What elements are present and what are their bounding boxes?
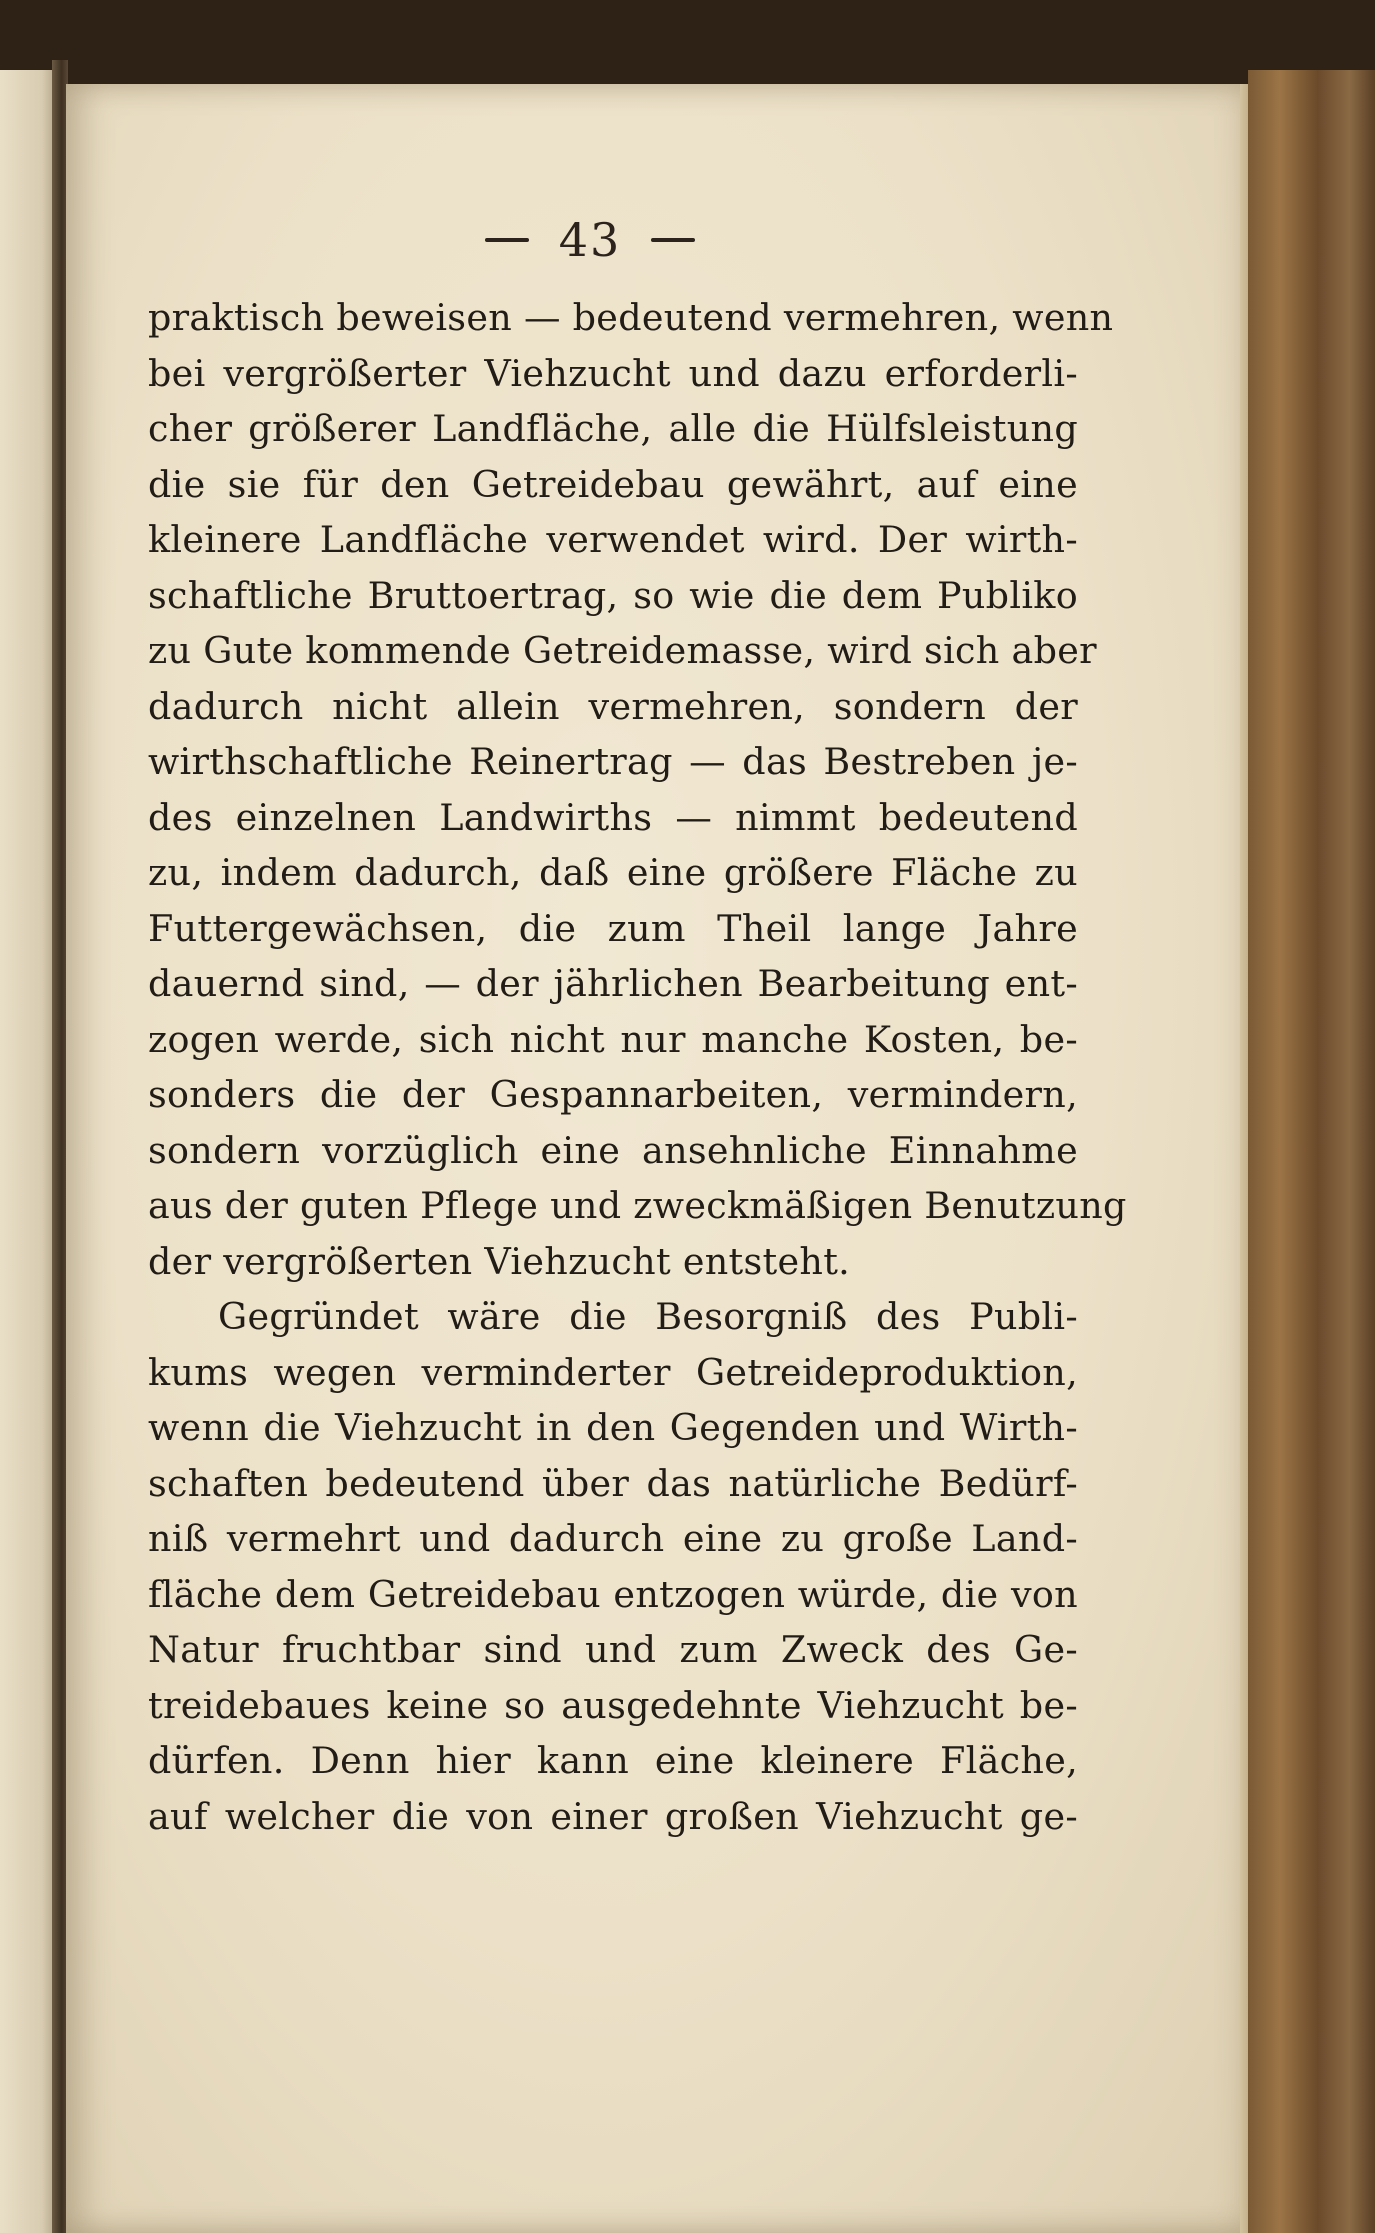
text-line: sonders die der Gespannarbeiten, vermindern, [148,1073,1078,1116]
header-dash-left [485,238,529,242]
text-line: der vergrößerten Viehzucht entsteht. [148,1239,851,1283]
text-line: des einzelnen Landwirths — nimmt bedeutend [148,795,1078,839]
text-line: niß vermehrt und dadurch eine zu große Land- [148,1517,1078,1560]
text-line: kleinere Landfläche verwendet wird. Der wirth- [148,518,1078,561]
header-dash-right [651,238,695,242]
text-line: Futtergewächsen, die zum Theil lange Jahre [148,906,1078,950]
text-line: auf welcher die von einer großen Viehzucht ge- [148,1794,1078,1838]
text-line: bei vergrößerter Viehzucht und dazu erforderli- [148,351,1078,395]
text-line: treidebaues keine so ausgedehnte Viehzucht be- [148,1683,1078,1727]
text-line: cher größerer Landfläche, alle die Hülfsleistung [148,407,1078,450]
text-line: dadurch nicht allein vermehren, sondern der [148,684,1078,728]
text-line: kums wegen verminderter Getreideproduktion, [148,1350,1078,1394]
text-line: zu, indem dadurch, daß eine größere Fläche zu [148,851,1078,894]
text-line: zogen werde, sich nicht nur manche Kosten, be- [148,1017,1078,1061]
book-cover-edge [1248,70,1375,2233]
text-line: zu Gute kommende Getreidemasse, wird sich aber [148,629,1097,672]
page-number: 43 [558,213,622,267]
left-page-edge [0,70,60,2233]
text-line: wirthschaftliche Reinertrag — das Bestreben je- [148,740,1078,783]
body-text [148,290,1127,1844]
text-line: schaften bedeutend über das natürliche Bedürf- [148,1461,1078,1505]
text-line: Natur fruchtbar sind und zum Zweck des Ge- [148,1628,1078,1671]
text-line: dauernd sind, — der jährlichen Bearbeitung ent- [148,962,1078,1005]
text-line: schaftliche Bruttoertrag, so wie die dem Publiko [148,573,1078,617]
text-line: die sie für den Getreidebau gewährt, auf eine [148,462,1078,506]
text-line: aus der guten Pflege und zweckmäßigen Benutzung [148,1184,1127,1227]
text-line: sondern vorzüglich eine ansehnliche Einnahme [148,1128,1078,1172]
text-line: dürfen. Denn hier kann eine kleinere Fläche, [148,1739,1078,1782]
text-line: praktisch beweisen — bedeutend vermehren, wenn [148,296,1114,339]
text-line: wenn die Viehzucht in den Gegenden und Wirth- [148,1406,1078,1449]
text-line: fläche dem Getreidebau entzogen würde, die von [148,1572,1078,1616]
page-header [420,210,760,270]
text-line: Gegründet wäre die Besorgniß des Publi- [218,1295,1078,1338]
